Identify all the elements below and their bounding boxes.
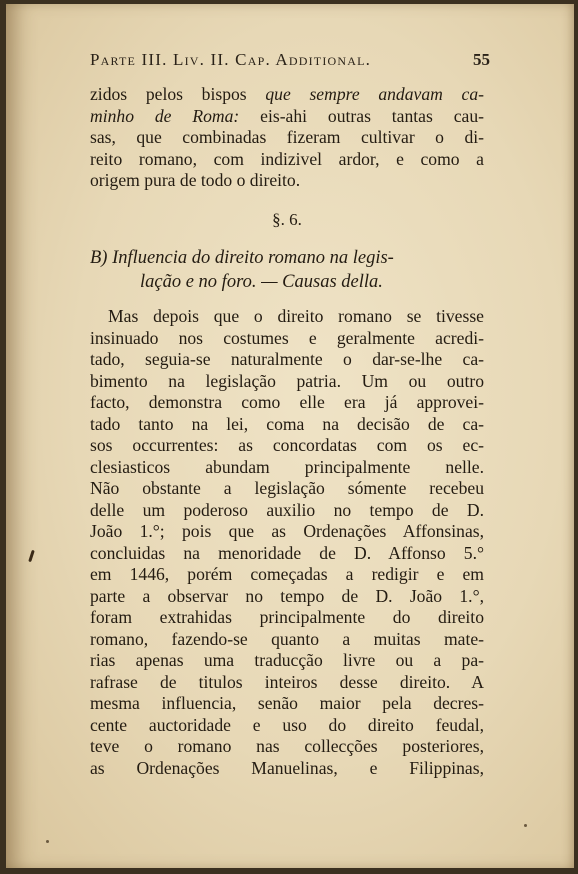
margin-pen-mark <box>28 550 35 562</box>
text-line: foram extrahidas principalmente do direito <box>90 607 484 627</box>
text-line: rias apenas uma traducção livre ou a pa- <box>90 650 484 670</box>
paragraph-main <box>90 306 484 779</box>
text-line: tado tanto na lei, coma na decisão de ca- <box>90 413 484 434</box>
text-line: delle um poderoso auxilio no tempo de D. <box>90 499 484 520</box>
text-line: facto, demonstra como elle era já approvei- <box>90 392 484 412</box>
running-head: Parte III. Liv. II. Cap. Additional. <box>90 50 372 69</box>
paper-speck <box>46 840 49 843</box>
text-line: as Ordenações Manuelinas, e Filippinas, <box>90 757 484 778</box>
text-line: Não obstante a legislação sómente recebeu <box>90 478 484 498</box>
text-line: origem pura de todo o direito. <box>90 170 301 190</box>
text-line: bimento na legislação patria. Um ou outro <box>90 370 484 391</box>
paragraph-continued <box>90 84 484 192</box>
text-line: rafrase de titulos inteiros desse direito. A <box>90 671 484 692</box>
text-line: cente auctoridade e uso do direito feudal, <box>90 714 484 735</box>
book-page <box>6 4 574 868</box>
text-line: em 1446, porém começadas a redigir e em <box>90 564 484 584</box>
text-line: tado, seguia-se naturalmente o dar-se-lhe ca- <box>90 349 484 369</box>
page-header <box>90 50 490 70</box>
heading-line-2: lação e no foro. — Causas della. <box>140 272 383 292</box>
text-line: sos occurrentes: as concordatas com os ec- <box>90 435 484 455</box>
section-number: §. 6. <box>272 210 302 229</box>
text-line: reito romano, com indizivel ardor, e como a <box>90 148 484 169</box>
text-line: João 1.°; pois que as Ordenações Affonsinas, <box>90 521 484 541</box>
text-line: parte a observar no tempo de D. João 1.°, <box>90 585 484 606</box>
text-line: zidos pelos bispos que sempre andavam ca- <box>90 84 484 104</box>
heading-line-1: B) Influencia do direito romano na legis- <box>90 248 394 268</box>
text-line: concluidas na menoridade de D. Affonso 5.° <box>90 542 484 563</box>
text-line: minho de Roma: eis-ahi outras tantas cau- <box>90 105 484 126</box>
text-line: teve o romano nas collecções posteriores, <box>90 736 484 756</box>
text-line: Mas depois que o direito romano se tivesse <box>108 306 484 326</box>
text-line: sas, que combinadas fizeram cultivar o di- <box>90 127 484 147</box>
page-number: 55 <box>473 50 490 69</box>
section-heading <box>90 246 484 294</box>
text-line: mesma influencia, senão maior pela decres- <box>90 693 484 713</box>
paper-speck <box>524 824 527 827</box>
text-line: clesiasticos abundam principalmente nelle. <box>90 456 484 477</box>
text-line: romano, fazendo-se quanto a muitas mate- <box>90 628 484 649</box>
text-line: insinuado nos costumes e geralmente acredi- <box>90 327 484 348</box>
